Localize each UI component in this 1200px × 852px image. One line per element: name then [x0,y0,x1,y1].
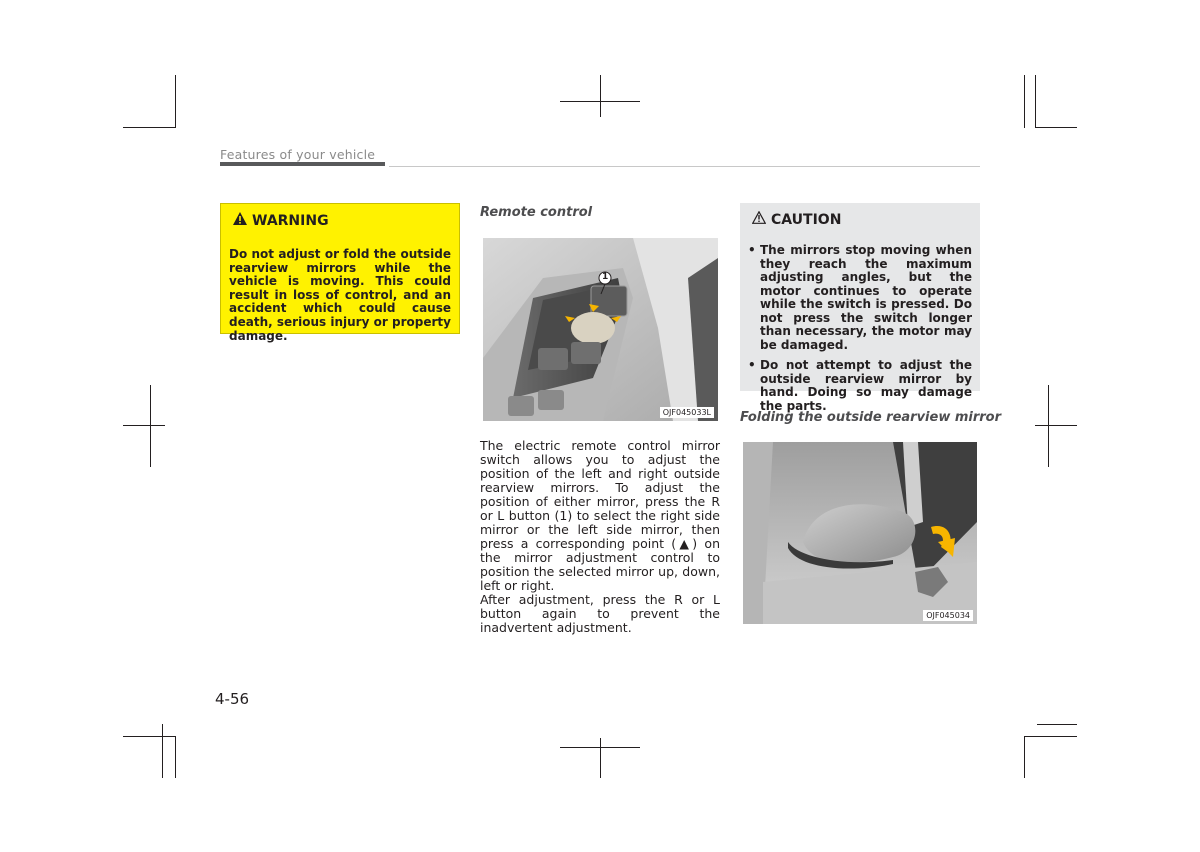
list-item [748,359,972,413]
crop-mark [1024,736,1025,778]
header-rule [389,166,980,167]
crop-mark [600,75,601,117]
caution-box [740,203,980,413]
bullet: • [748,243,756,257]
remote-control-heading: Remote control [480,205,593,220]
crop-mark [123,736,176,737]
caution-triangle-icon [752,211,766,228]
warning-box [220,203,460,343]
page-number: 4-56 [215,690,250,708]
crop-mark [150,385,151,467]
crop-mark [175,75,176,128]
crop-mark [1035,75,1036,128]
side-mirror-illustration [743,442,977,624]
crop-mark [1035,127,1077,128]
crop-mark [560,101,640,102]
remote-control-text [480,439,720,635]
crop-mark [560,747,640,748]
crop-mark [175,736,176,778]
crop-mark [162,724,163,778]
section-header: Features of your vehicle [220,147,376,162]
header-bar [220,162,385,166]
folding-heading: Folding the outside rearview mirror [740,410,1002,425]
door-panel-illustration [483,238,718,421]
paragraph: After adjustment, press the R or L button again to prevent the inadvertent adjustment. [480,592,720,635]
list-item [748,244,972,352]
warning-heading [233,212,451,229]
caution-heading [752,211,972,228]
figure-code: OJF045034 [923,610,973,621]
bullet: • [748,358,756,372]
crop-mark [1035,425,1077,426]
paragraph: The electric remote control mirror switch allows you to adjust the position of the left and right outside rearview mirrors. To adjust the position of either mirror, press the R or L button (1) to select the right side mirror or the left side mirror, then press a corresponding point (▲) on the mirror adjustment control to position the selected mirror up, down, left or right. [480,438,720,593]
mirror-switch-figure [483,238,718,421]
crop-mark [123,425,165,426]
caution-title: CAUTION [771,211,842,228]
crop-mark [600,738,601,778]
figure-code: OJF045033L [660,407,714,418]
caution-list [748,244,972,413]
callout-number: 1 [602,272,609,282]
crop-mark [1024,75,1025,128]
crop-mark [1037,724,1077,725]
caution-item-text: Do not attempt to adjust the outside rearview mirror by hand. Doing so may damage the parts. [760,358,972,413]
warning-title: WARNING [252,212,329,229]
caution-item-text: The mirrors stop moving when they reach the maximum adjusting angles, but the motor continues to operate while the switch is pressed. Do not press the switch longer than necessary, the motor may be damaged. [760,243,972,352]
crop-mark [1024,736,1077,737]
warning-triangle-icon [233,212,247,229]
crop-mark [123,127,176,128]
warning-text: Do not adjust or fold the outside rearview mirrors while the vehicle is moving. This could result in loss of control, and an accident which could cause death, serious injury or property damage. [229,247,451,343]
crop-mark [1048,385,1049,467]
mirror-folding-figure [743,442,977,624]
